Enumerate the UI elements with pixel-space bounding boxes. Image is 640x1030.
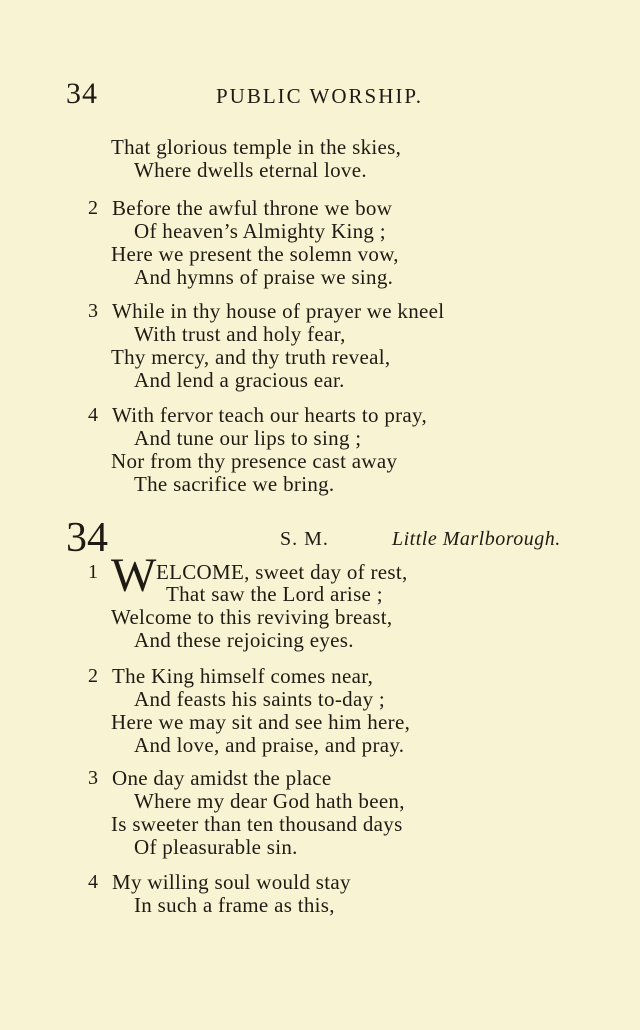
verse-line: And love, and praise, and pray. (134, 733, 405, 757)
page-header (66, 78, 456, 110)
verse-line: Of heaven’s Almighty King ; (134, 219, 386, 243)
verse-line: The King himself comes near, (112, 664, 374, 688)
verse-line: Welcome to this reviving breast, (111, 605, 393, 629)
verse-line: And feasts his saints to-day ; (134, 687, 386, 711)
stanza-number: 4 (88, 404, 98, 426)
verse-line: And hymns of praise we sing. (134, 265, 394, 289)
verse-line: That saw the Lord arise ; (166, 582, 383, 606)
running-title: PUBLIC WORSHIP. (216, 84, 423, 108)
stanza-number: 2 (88, 665, 98, 687)
page-number: 34 (66, 77, 98, 110)
verse-line: And these rejoicing eyes. (134, 628, 354, 652)
verse-line: With fervor teach our hearts to pray, (112, 403, 428, 427)
verse-line: With trust and holy fear, (134, 322, 346, 346)
verse-line: Is sweeter than ten thousand days (111, 812, 403, 836)
verse-line: And lend a gracious ear. (134, 368, 345, 392)
verse-line: In such a frame as this, (134, 893, 335, 917)
verse-line: One day amidst the place (112, 766, 332, 790)
verse-line: While in thy house of prayer we kneel (112, 299, 445, 323)
stanza-number: 4 (88, 871, 98, 893)
verse-line: Where dwells eternal love. (134, 158, 367, 182)
verse-line: ELCOME, sweet day of rest, (156, 560, 408, 584)
verse-line: Nor from thy presence cast away (111, 449, 398, 473)
stanza-number: 2 (88, 197, 98, 219)
drop-cap: W (111, 549, 157, 602)
verse-line: Thy mercy, and thy truth reveal, (111, 345, 391, 369)
verse-line: The sacrifice we bring. (134, 472, 335, 496)
hymn-number: 34 (66, 515, 108, 561)
verse-line: Before the awful throne we bow (112, 196, 393, 220)
verse-line: Where my dear God hath been, (134, 789, 405, 813)
verse-line: My willing soul would stay (112, 870, 351, 894)
stanza-number: 1 (88, 561, 98, 583)
stanza-number: 3 (88, 300, 98, 322)
verse-line: Here we present the solemn vow, (111, 242, 399, 266)
hymn-meter: S. M. (280, 528, 329, 550)
stanza-number: 3 (88, 767, 98, 789)
tune-name: Little Marlborough. (392, 528, 561, 550)
verse-line: Here we may sit and see him here, (111, 710, 411, 734)
verse-line: Of pleasurable sin. (134, 835, 298, 859)
verse-line: And tune our lips to sing ; (134, 426, 362, 450)
verse-line: That glorious temple in the skies, (111, 135, 402, 159)
